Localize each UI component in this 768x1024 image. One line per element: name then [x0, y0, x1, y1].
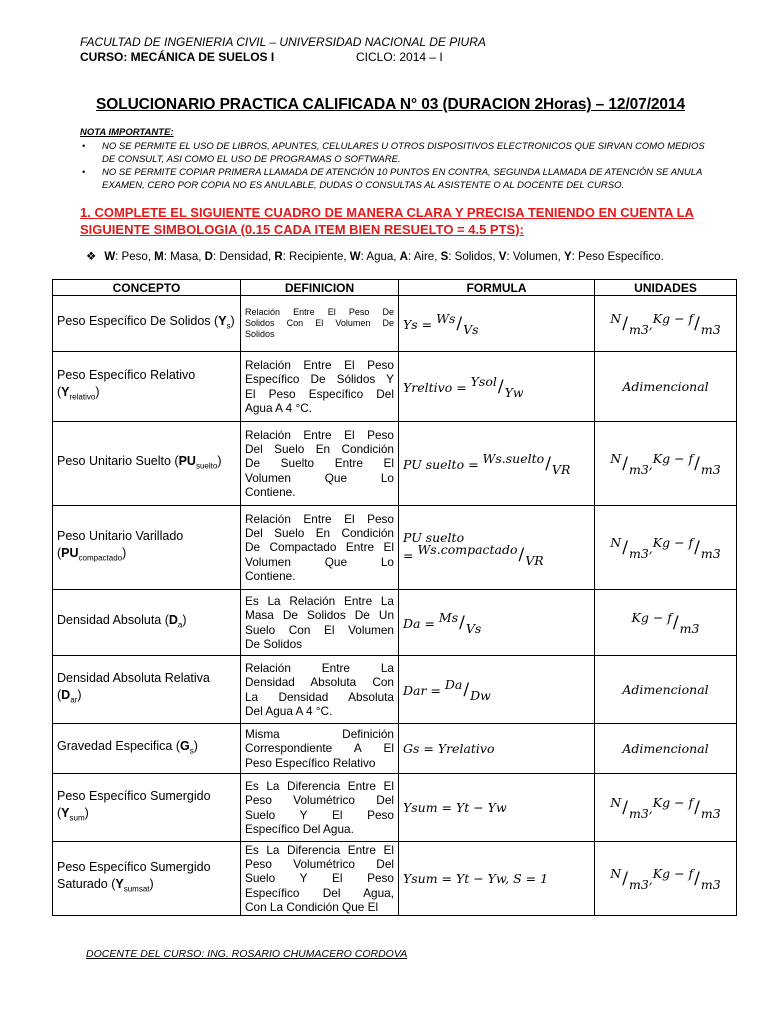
- formula-text: Ysum = Yt − Yw, S = 1: [403, 871, 549, 886]
- concept-name: Peso Específico Sumergido: [57, 789, 211, 804]
- units-cell: [595, 352, 737, 422]
- definition-line: El Peso Específico Del: [245, 386, 394, 401]
- fraction-slash: /: [694, 797, 700, 818]
- symbol-letter: W: [104, 251, 116, 263]
- concept-cell: Peso Específico Relativo $(Y_{relativo})$: [53, 352, 241, 422]
- concept-cell: Densidad Absoluta Relativa $(D_{ar})$: [53, 656, 241, 724]
- fraction-numerator: Ms: [438, 609, 459, 625]
- symbol-letter: R: [274, 251, 283, 263]
- symbol-letter: D: [204, 251, 213, 263]
- units-cell: N/m3,Kg − f/m3: [595, 842, 737, 916]
- fraction-denominator: m3: [700, 805, 721, 821]
- fraction: [610, 794, 649, 821]
- definition-line: Relación Entre El Peso De: [245, 307, 394, 317]
- fraction-denominator: VR: [525, 553, 544, 568]
- formula-cell: PU suelto = Ws.suelto/VR: [399, 422, 595, 506]
- definition-line: Volumen Que Lo: [245, 554, 394, 569]
- note-heading: NOTA IMPORTANTE:: [80, 127, 174, 138]
- concept-name: Gravedad Especifica: [57, 738, 173, 753]
- definition-cell: [241, 422, 399, 506]
- fraction-denominator: Vs: [465, 620, 482, 636]
- fraction-numerator: N: [610, 310, 622, 326]
- formula-lhs: Da: [403, 615, 421, 631]
- table-row: [53, 656, 737, 724]
- table-row: [53, 296, 737, 352]
- fraction-slash: /: [694, 868, 700, 889]
- fraction: [470, 373, 524, 400]
- fraction-numerator: N: [610, 450, 622, 466]
- definition-line: Solidos Con El Volumen De: [245, 318, 394, 328]
- table-row: [53, 590, 737, 656]
- fraction-numerator: Ws: [436, 310, 456, 326]
- symbol-letter: V: [498, 251, 507, 263]
- definition-line: Relación Entre La: [245, 660, 394, 675]
- units-cell: [595, 724, 737, 774]
- formula-cell: [399, 842, 595, 916]
- formula-lhs: Dar: [403, 682, 427, 698]
- symbol-meaning: : Peso,: [115, 251, 155, 263]
- table-row: [53, 422, 737, 506]
- concept-table: [52, 279, 737, 916]
- formula-cell: PU suelto = Ws.compactado/VR: [399, 506, 595, 590]
- footer-teacher: DOCENTE DEL CURSO: ING. ROSARIO CHUMACERO CORDOVA: [86, 948, 408, 960]
- symbol-meaning: : Densidad,: [212, 251, 275, 263]
- fraction-slash: /: [694, 453, 700, 474]
- definition-line: Es La Relación Entre La: [245, 593, 394, 608]
- symbol-meaning: : Recipiente,: [282, 251, 350, 263]
- definition-line: De Suelto Entre El: [245, 456, 394, 471]
- fraction-numerator: Da: [444, 676, 463, 692]
- fraction-slash: /: [622, 797, 628, 818]
- definition-line: Peso Específico Relativo: [245, 755, 376, 770]
- definition-line: Peso Volumétrico Del: [245, 857, 394, 872]
- units-cell: [595, 590, 737, 656]
- fraction-numerator: Kg − f: [652, 865, 694, 881]
- units-cell: N/m3,Kg − f/m3: [595, 774, 737, 842]
- concept-subscript: suelto: [195, 461, 218, 471]
- definition-line: Suelo Y El Peso: [245, 871, 394, 886]
- formula-cell: [399, 724, 595, 774]
- concept-subscript: sumsat: [123, 884, 150, 894]
- symbol-meaning: : Solidos,: [448, 251, 499, 263]
- definition-line: Misma Definición: [245, 727, 394, 742]
- table-row: [53, 724, 737, 774]
- concept-subscript: compactado: [78, 553, 123, 563]
- diamond-bullet-icon: ❖: [86, 251, 97, 263]
- concept-cell: Densidad Absoluta $(D_a)$: [53, 590, 241, 656]
- concept-subscript: ar: [70, 695, 78, 705]
- concept-name: Densidad Absoluta: [57, 612, 162, 627]
- header-concepto: CONCEPTO: [53, 280, 241, 296]
- definition-line: Masa De Solidos De Un: [245, 608, 394, 623]
- symbol-meaning: : Agua,: [360, 251, 400, 263]
- definition-cell: [241, 656, 399, 724]
- fraction-slash: /: [518, 545, 525, 565]
- concept-symbol: PU: [61, 546, 79, 561]
- concept-name: Peso Específico Relativo: [57, 368, 196, 383]
- fraction-denominator: Dw: [470, 687, 491, 703]
- fraction: [631, 609, 700, 636]
- fraction-numerator: Ysol: [470, 373, 497, 389]
- header-definicion: DEFINICION: [241, 280, 399, 296]
- table-row: [53, 506, 737, 590]
- formula-cell: Ys = Ws/Vs: [399, 296, 595, 352]
- note-item: • NO SE PERMITE EL USO DE LIBROS, APUNTES, CELULARES U OTROS DISPOSITIVOS ELECTRONICOS QUE SIRVAN COMO MEDIOS DE CONSULT, ASI COMO EL USO DE PROGRAMAS O SOFTWARE.: [80, 141, 720, 166]
- formula-cell: Yreltivo = Ysol/Yw: [399, 352, 595, 422]
- fraction-slash: /: [497, 376, 504, 397]
- definition-line: Suelo Con El Volumen: [245, 622, 394, 637]
- definition-line: Es La Diferencia Entre El: [245, 842, 394, 857]
- fraction-denominator: m3: [700, 321, 721, 337]
- concept-name: Peso Unitario Varillado: [57, 529, 184, 544]
- definition-line: Específico Del Agua.: [245, 821, 354, 836]
- symbol-meaning: : Aire,: [407, 251, 441, 263]
- formula-text: Gs = Yrelativo: [403, 741, 495, 756]
- symbol-letter: Y: [563, 251, 572, 263]
- fraction-slash: /: [672, 612, 679, 633]
- fraction-denominator: m3: [700, 876, 721, 892]
- fraction-slash: /: [463, 679, 470, 700]
- definition-line: Es La Diferencia Entre El: [245, 778, 394, 793]
- fraction-numerator: N: [610, 534, 622, 550]
- table-header-row: [53, 280, 737, 296]
- units-cell: [595, 656, 737, 724]
- fraction-slash: /: [622, 313, 628, 334]
- table-row: [53, 352, 737, 422]
- symbol-letter: S: [440, 251, 449, 263]
- concept-symbol: Y: [61, 806, 70, 821]
- concept-symbol: D: [168, 612, 178, 627]
- symbol-letter: W: [349, 251, 361, 263]
- definition-line: Correspondiente A El: [245, 741, 394, 756]
- concept-cell: Gravedad Especifica $(G_s)$: [53, 724, 241, 774]
- faculty-header: FACULTAD DE INGENIERIA CIVIL – UNIVERSIDAD NACIONAL DE PIURA: [80, 35, 486, 49]
- header-formula: FORMULA: [399, 280, 595, 296]
- definition-cell: [241, 724, 399, 774]
- concept-subscript: a: [177, 620, 183, 630]
- table-row: [53, 774, 737, 842]
- symbol-meaning: : Volumen,: [506, 251, 564, 263]
- definition-line: La Densidad Absoluta: [245, 689, 394, 704]
- concept-symbol: Y: [218, 313, 227, 328]
- units-cell: N/m3,Kg − f/m3: [595, 422, 737, 506]
- fraction-denominator: m3: [628, 545, 649, 561]
- symbol-meaning: : Peso Específico.: [571, 251, 664, 263]
- fraction-denominator: m3: [679, 620, 700, 636]
- fraction: [610, 865, 649, 892]
- definition-line: Solidos: [245, 329, 275, 339]
- concept-symbol: D: [61, 688, 71, 703]
- definition-line: Volumen Que Lo: [245, 470, 394, 485]
- course-label: CURSO: MECÁNICA DE SUELOS I: [80, 50, 275, 64]
- definition-cell: [241, 842, 399, 916]
- fraction-slash: /: [694, 537, 700, 558]
- formula-lhs: Ys: [403, 316, 418, 332]
- definition-line: Con La Condición Que El: [245, 899, 379, 914]
- concept-cell: Peso Específico De Solidos $(Y_s)$: [53, 296, 241, 352]
- fraction-slash: /: [545, 453, 551, 474]
- definition-cell: [241, 506, 399, 590]
- definition-cell: [241, 296, 399, 352]
- fraction-slash: /: [459, 612, 465, 633]
- formula-text: Ysum = Yt − Yw: [403, 800, 507, 815]
- definition-line: Específico De Sólidos Y: [245, 372, 394, 387]
- fraction-numerator: N: [610, 794, 622, 810]
- fraction-numerator: Ws.compactado: [417, 542, 518, 557]
- fraction-denominator: m3: [628, 876, 649, 892]
- concept-subscript: relativo: [69, 392, 96, 402]
- fraction-denominator: m3: [700, 545, 721, 561]
- units-text: Adimencional: [622, 741, 709, 756]
- fraction: [610, 534, 649, 561]
- definition-line: Peso Volumétrico Del: [245, 793, 394, 808]
- course-header: [80, 50, 680, 64]
- fraction-denominator: VR: [551, 461, 571, 477]
- fraction-denominator: Vs: [463, 321, 479, 337]
- definition-line: Del Suelo En Condición: [245, 442, 394, 457]
- formula-lhs: Yreltivo: [403, 379, 453, 395]
- formula-lhs: PU suelto: [403, 530, 465, 545]
- definition-cell: [241, 352, 399, 422]
- concept-symbol: Y: [115, 877, 124, 892]
- fraction-numerator: N: [610, 865, 622, 881]
- definition-line: Suelo Y El Peso: [245, 807, 394, 822]
- fraction-numerator: Kg − f: [652, 450, 694, 466]
- formula-cell: [399, 774, 595, 842]
- concept-cell: Peso Específico Sumergido $(Y_{sum})$: [53, 774, 241, 842]
- fraction-slash: /: [622, 453, 628, 474]
- definition-line: Relación Entre El Peso: [245, 511, 394, 526]
- concept-name: Peso Específico De Solidos: [57, 313, 211, 328]
- definition-line: De Compactado Entre El: [245, 540, 394, 555]
- fraction-numerator: Kg − f: [652, 794, 694, 810]
- symbol-letter: A: [399, 251, 408, 263]
- units-cell: N/m3,Kg − f/m3: [595, 506, 737, 590]
- symbol-meaning: : Masa,: [163, 251, 205, 263]
- table-row: [53, 842, 737, 916]
- definition-cell: [241, 774, 399, 842]
- fraction-denominator: m3: [700, 461, 721, 477]
- fraction-numerator: Ws.suelto: [482, 450, 545, 466]
- concept-name: Densidad Absoluta Relativa: [57, 671, 210, 686]
- concept-cell: Peso Unitario Varillado $(PU_{compactado})$: [53, 506, 241, 590]
- definition-line: Del Suelo En Condición: [245, 526, 394, 541]
- definition-line: Del Agua A 4 °C.: [245, 703, 333, 718]
- fraction-denominator: m3: [628, 321, 649, 337]
- fraction-slash: /: [694, 313, 700, 334]
- definition-line: Contiene.: [245, 484, 296, 499]
- formula-cell: Dar = Da/Dw: [399, 656, 595, 724]
- concept-cell: Peso Unitario Suelto $(PU_{suelto})$: [53, 422, 241, 506]
- symbology-line: [86, 249, 664, 263]
- fraction-numerator: Kg − f: [631, 609, 672, 625]
- note-item: • NO SE PERMITE COPIAR PRIMERA LLAMADA DE ATENCIÓN 10 PUNTOS EN CONTRA, SEGUNDA LLAMADA DE ATENCIÓN SE ANULA EXAMEN, CERO POR COPIA NO ES ANULABLE, DUDAS O CONSULTAS AL ASISTENTE O AL DOCENTE DEL CURSO.: [80, 167, 720, 192]
- question-1-heading: 1. COMPLETE EL SIGUIENTE CUADRO DE MANERA CLARA Y PRECISA TENIENDO EN CUENTA LA SIGUIENTE SIMBOLOGIA (0.15 CADA ITEM BIEN RESUELTO = 4.5 PTS):: [80, 205, 694, 237]
- fraction: [610, 310, 649, 337]
- definition-line: Agua A 4 °C.: [245, 400, 313, 415]
- formula-lhs: PU suelto: [403, 456, 465, 472]
- fraction-denominator: Yw: [504, 384, 524, 400]
- fraction-denominator: m3: [628, 805, 649, 821]
- concept-symbol: PU: [178, 453, 196, 468]
- definition-line: Relación Entre El Peso: [245, 357, 394, 372]
- definition-line: Relación Entre El Peso: [245, 427, 394, 442]
- definition-line: Específico Del Agua,: [245, 885, 394, 900]
- units-text: Adimencional: [622, 379, 709, 394]
- concept-subscript: s: [226, 321, 231, 331]
- header-unidades: UNIDADES: [595, 280, 737, 296]
- fraction-denominator: m3: [628, 461, 649, 477]
- symbol-letter: M: [154, 251, 164, 263]
- concept-subscript: sum: [69, 813, 85, 823]
- concept-symbol: Y: [61, 385, 70, 400]
- fraction-numerator: Kg − f: [652, 310, 694, 326]
- definition-line: Densidad Absoluta Con: [245, 675, 394, 690]
- fraction-slash: /: [456, 313, 463, 334]
- fraction-slash: /: [622, 537, 628, 558]
- fraction: [610, 450, 649, 477]
- units-cell: N/m3,Kg − f/m3: [595, 296, 737, 352]
- note-list: [80, 141, 720, 193]
- fraction-numerator: Kg − f: [652, 534, 694, 550]
- page-title: SOLUCIONARIO PRACTICA CALIFICADA N° 03 (DURACION 2Horas) – 12/07/2014: [96, 96, 685, 113]
- fraction-slash: /: [622, 868, 628, 889]
- concept-name: Peso Específico Sumergido Saturado: [57, 860, 211, 892]
- concept-cell: Peso Específico Sumergido Saturado $(Y_{sumsat})$: [53, 842, 241, 916]
- definition-cell: [241, 590, 399, 656]
- concept-symbol: G: [179, 738, 190, 753]
- formula-cell: Da = Ms/Vs: [399, 590, 595, 656]
- cycle-label: CICLO: 2014 – I: [356, 50, 443, 64]
- definition-line: De Solidos: [245, 636, 303, 651]
- definition-line: Contiene.: [245, 568, 296, 583]
- units-text: Adimencional: [622, 682, 709, 697]
- concept-name: Peso Unitario Suelto: [57, 453, 171, 468]
- concept-subscript: s: [189, 746, 194, 756]
